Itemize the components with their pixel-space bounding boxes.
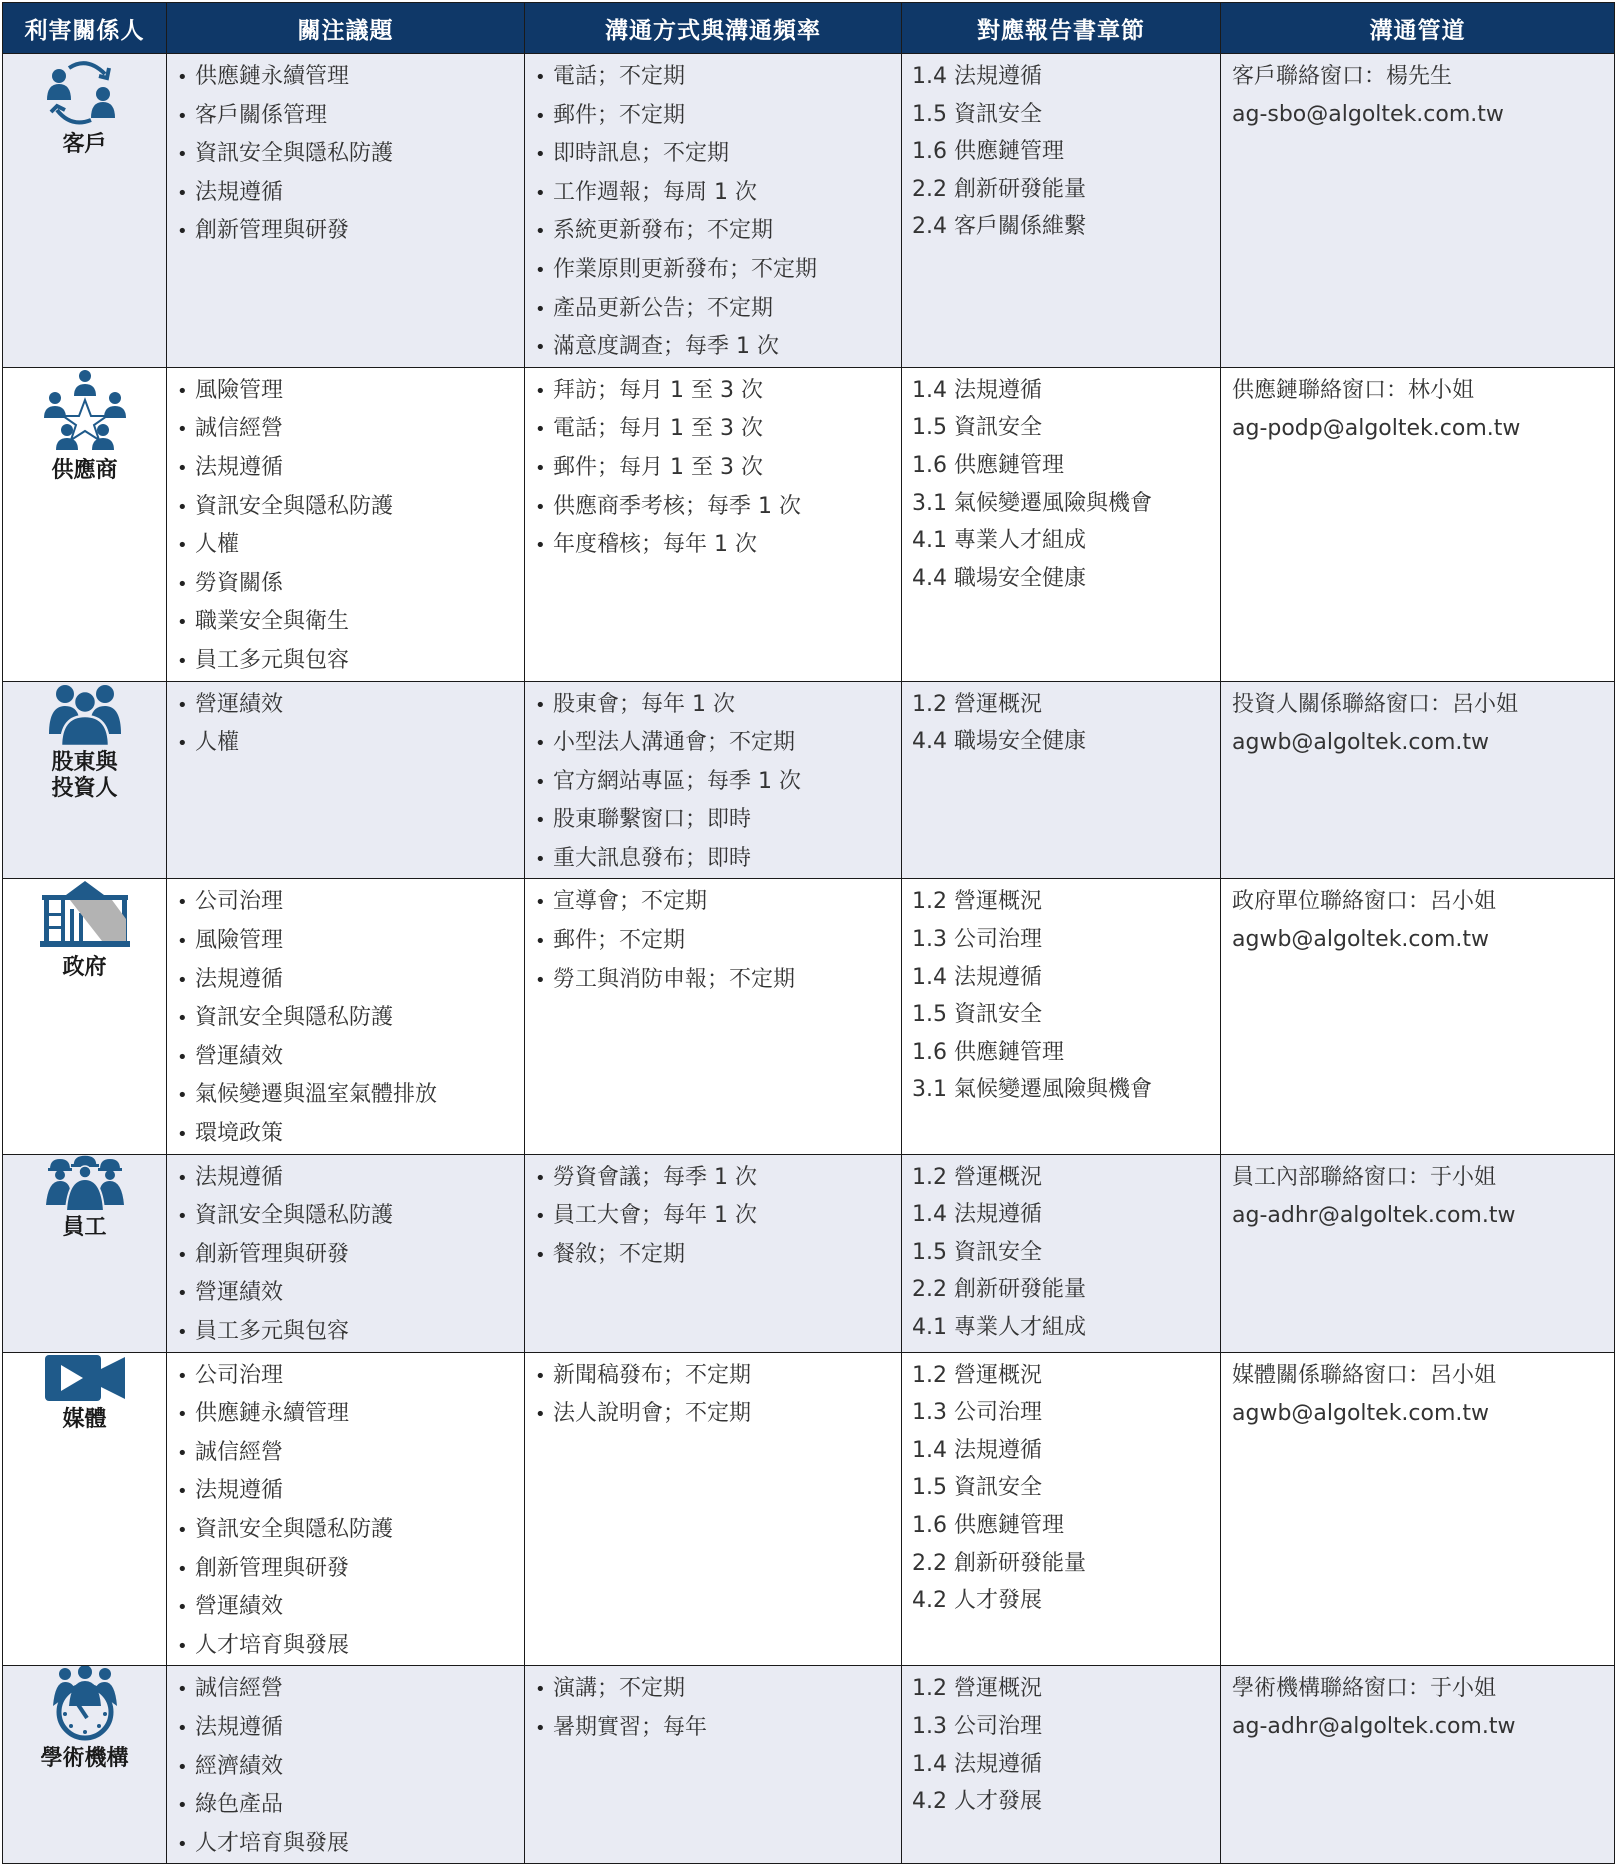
method-item: • 員工大會；每年 1 次 — [535, 1197, 901, 1236]
contact-email[interactable]: ag-adhr@algoltek.com.tw — [1232, 1714, 1516, 1740]
stakeholder-name: 員工 — [62, 1214, 107, 1240]
methods-cell — [525, 1352, 902, 1666]
topic-item: • 法規遵循 — [177, 961, 524, 1000]
chapters-cell — [902, 1154, 1221, 1352]
chapter-item: 3.1 氣候變遷風險與機會 — [912, 1077, 1152, 1103]
header-chapters: 對應報告書章節 — [902, 3, 1221, 54]
chapter-item: 1.2 營運概況 — [912, 691, 1042, 717]
header-row — [3, 3, 1615, 54]
method-item: • 電話；不定期 — [535, 58, 901, 97]
channel-cell — [1221, 1352, 1615, 1666]
topic-item: • 資訊安全與隱私防護 — [177, 135, 524, 174]
topic-item: • 人權 — [177, 724, 524, 763]
chapter-item: 1.3 公司治理 — [912, 1400, 1042, 1426]
methods-cell — [525, 1154, 902, 1352]
method-item: • 股東會；每年 1 次 — [535, 686, 901, 725]
topic-item: • 創新管理與研發 — [177, 1550, 524, 1589]
stakeholder-cell — [3, 54, 167, 368]
header-channels: 溝通管道 — [1221, 3, 1615, 54]
investor-group-icon — [47, 682, 123, 746]
table-row — [3, 1154, 1615, 1352]
method-item: • 股東聯繫窗口；即時 — [535, 801, 901, 840]
stakeholder-cell — [3, 1154, 167, 1352]
chapter-item: 1.4 法規遵循 — [912, 1437, 1042, 1463]
method-item: • 新聞稿發布；不定期 — [535, 1357, 901, 1396]
stakeholder-name: 政府 — [62, 955, 107, 981]
method-item: • 勞工與消防申報；不定期 — [535, 961, 901, 1000]
customer-exchange-icon — [45, 54, 125, 128]
contact-window: 媒體關係聯絡窗口：呂小姐 — [1232, 1362, 1497, 1388]
topic-item: • 法規遵循 — [177, 449, 524, 488]
chapter-item: 1.6 供應鏈管理 — [912, 139, 1064, 165]
contact-email[interactable]: ag-podp@algoltek.com.tw — [1232, 415, 1521, 441]
topics-cell — [167, 681, 525, 879]
stakeholder-communication-table — [2, 2, 1615, 1864]
method-item: • 拜訪；每月 1 至 3 次 — [535, 372, 901, 411]
method-item: • 勞資會議；每季 1 次 — [535, 1159, 901, 1198]
contact-window: 供應鏈聯絡窗口：林小姐 — [1232, 377, 1475, 403]
method-item: • 宣導會；不定期 — [535, 883, 901, 922]
stakeholder-name: 媒體 — [62, 1406, 107, 1432]
chapter-item: 1.4 法規遵循 — [912, 964, 1042, 990]
topic-item: • 誠信經營 — [177, 1670, 524, 1709]
chapter-item: 1.3 公司治理 — [912, 927, 1042, 953]
topic-item: • 客戶關係管理 — [177, 97, 524, 136]
chapter-item: 1.5 資訊安全 — [912, 415, 1042, 441]
topic-item: • 資訊安全與隱私防護 — [177, 1511, 524, 1550]
chapter-item: 1.5 資訊安全 — [912, 1002, 1042, 1028]
chapter-item: 4.2 人才發展 — [912, 1789, 1042, 1815]
topic-item: • 綠色產品 — [177, 1786, 524, 1825]
chapter-item: 1.6 供應鏈管理 — [912, 1512, 1064, 1538]
contact-email[interactable]: agwb@algoltek.com.tw — [1232, 729, 1490, 755]
method-item: • 小型法人溝通會；不定期 — [535, 724, 901, 763]
method-item: • 工作週報；每周 1 次 — [535, 174, 901, 213]
chapter-item: 2.2 創新研發能量 — [912, 1550, 1086, 1576]
method-item: • 暑期實習；每年 — [535, 1709, 901, 1748]
table-row — [3, 879, 1615, 1154]
chapters-cell — [902, 367, 1221, 681]
channel-cell — [1221, 681, 1615, 879]
chapters-cell — [902, 681, 1221, 879]
method-item: • 即時訊息；不定期 — [535, 135, 901, 174]
table-row — [3, 1352, 1615, 1666]
topic-item: • 資訊安全與隱私防護 — [177, 488, 524, 527]
contact-email[interactable]: agwb@algoltek.com.tw — [1232, 927, 1490, 953]
contact-window: 員工內部聯絡窗口：于小姐 — [1232, 1164, 1497, 1190]
topic-item: • 人才培育與發展 — [177, 1825, 524, 1864]
topic-item: • 風險管理 — [177, 372, 524, 411]
topic-item: • 資訊安全與隱私防護 — [177, 1197, 524, 1236]
chapter-item: 4.4 職場安全健康 — [912, 729, 1086, 755]
stakeholder-name: 客戶 — [62, 132, 107, 157]
channel-cell — [1221, 879, 1615, 1154]
header-topics: 關注議題 — [167, 3, 525, 54]
topic-item: • 創新管理與研發 — [177, 212, 524, 251]
chapter-item: 1.3 公司治理 — [912, 1713, 1042, 1739]
topic-item: • 法規遵循 — [177, 174, 524, 213]
academic-group-clock-icon — [49, 1666, 121, 1742]
chapter-item: 1.4 法規遵循 — [912, 377, 1042, 403]
topic-item: • 風險管理 — [177, 922, 524, 961]
method-item: • 產品更新公告；不定期 — [535, 290, 901, 329]
chapters-cell — [902, 54, 1221, 368]
method-item: • 重大訊息發布；即時 — [535, 840, 901, 879]
stakeholder-cell — [3, 681, 167, 879]
chapter-item: 2.4 客戶關係維繫 — [912, 214, 1086, 240]
chapter-item: 1.6 供應鏈管理 — [912, 452, 1064, 478]
topic-item: • 營運績效 — [177, 1038, 524, 1077]
chapter-item: 3.1 氣候變遷風險與機會 — [912, 490, 1152, 516]
contact-window: 客戶聯絡窗口：楊先生 — [1232, 64, 1453, 89]
method-item: • 法人說明會；不定期 — [535, 1395, 901, 1434]
topic-item: • 職業安全與衛生 — [177, 603, 524, 642]
stakeholder-cell — [3, 879, 167, 1154]
topic-item: • 公司治理 — [177, 1357, 524, 1396]
contact-email[interactable]: agwb@algoltek.com.tw — [1232, 1400, 1490, 1426]
topic-item: • 營運績效 — [177, 686, 524, 725]
stakeholder-cell — [3, 367, 167, 681]
topics-cell — [167, 1666, 525, 1864]
topic-item: • 供應鏈永續管理 — [177, 1395, 524, 1434]
chapter-item: 1.5 資訊安全 — [912, 1475, 1042, 1501]
topic-item: • 環境政策 — [177, 1115, 524, 1154]
channel-cell — [1221, 367, 1615, 681]
method-item: • 郵件；每月 1 至 3 次 — [535, 449, 901, 488]
chapter-item: 1.2 營運概況 — [912, 1362, 1042, 1388]
method-item: • 郵件；不定期 — [535, 97, 901, 136]
stakeholder-name-line-1: 股東與 — [51, 749, 118, 775]
chapter-item: 1.5 資訊安全 — [912, 101, 1042, 127]
method-item: • 演講；不定期 — [535, 1670, 901, 1709]
topic-item: • 員工多元與包容 — [177, 642, 524, 681]
stakeholder-name: 供應商 — [51, 457, 118, 483]
table-row — [3, 367, 1615, 681]
topic-item: • 誠信經營 — [177, 1434, 524, 1473]
topic-item: • 氣候變遷與溫室氣體排放 — [177, 1076, 524, 1115]
stakeholder-name: 學術機構 — [40, 1746, 129, 1772]
topic-item: • 公司治理 — [177, 883, 524, 922]
channel-cell — [1221, 1666, 1615, 1864]
method-item: • 供應商季考核；每季 1 次 — [535, 488, 901, 527]
chapter-item: 1.6 供應鏈管理 — [912, 1039, 1064, 1065]
topic-item: • 人權 — [177, 526, 524, 565]
method-item: • 官方網站專區；每季 1 次 — [535, 763, 901, 802]
method-item: • 作業原則更新發布；不定期 — [535, 251, 901, 290]
method-item: • 年度稽核；每年 1 次 — [535, 526, 901, 565]
header-methods: 溝通方式與溝通頻率 — [525, 3, 902, 54]
topic-item: • 營運績效 — [177, 1274, 524, 1313]
video-camera-icon — [43, 1353, 127, 1403]
contact-email[interactable]: ag-adhr@algoltek.com.tw — [1232, 1202, 1516, 1228]
chapter-item: 4.2 人才發展 — [912, 1588, 1042, 1614]
header-stakeholder: 利害關係人 — [3, 3, 167, 54]
chapter-item: 2.2 創新研發能量 — [912, 1277, 1086, 1303]
chapter-item: 1.2 營運概況 — [912, 889, 1042, 915]
chapter-item: 2.2 創新研發能量 — [912, 176, 1086, 202]
table-row — [3, 54, 1615, 368]
topics-cell — [167, 879, 525, 1154]
chapter-item: 4.1 專業人才組成 — [912, 1315, 1086, 1340]
supplier-network-icon — [43, 368, 127, 454]
table-row — [3, 681, 1615, 879]
chapter-item: 1.2 營運概況 — [912, 1676, 1042, 1702]
topic-item: • 營運績效 — [177, 1588, 524, 1627]
contact-window: 政府單位聯絡窗口：呂小姐 — [1232, 889, 1497, 915]
chapters-cell — [902, 1666, 1221, 1864]
stakeholder-cell — [3, 1666, 167, 1864]
chapter-item: 4.4 職場安全健康 — [912, 565, 1086, 591]
chapter-item: 1.4 法規遵循 — [912, 64, 1042, 89]
methods-cell — [525, 879, 902, 1154]
topic-item: • 資訊安全與隱私防護 — [177, 999, 524, 1038]
method-item: • 電話；每月 1 至 3 次 — [535, 410, 901, 449]
topic-item: • 法規遵循 — [177, 1159, 524, 1198]
topic-item: • 人才培育與發展 — [177, 1627, 524, 1666]
method-item: • 滿意度調查；每季 1 次 — [535, 328, 901, 367]
topics-cell — [167, 1352, 525, 1666]
stakeholder-cell — [3, 1352, 167, 1666]
topics-cell — [167, 367, 525, 681]
topic-item: • 法規遵循 — [177, 1709, 524, 1748]
methods-cell — [525, 681, 902, 879]
topic-item: • 經濟績效 — [177, 1748, 524, 1787]
topic-item: • 員工多元與包容 — [177, 1313, 524, 1352]
chapter-item: 4.1 專業人才組成 — [912, 528, 1086, 554]
channel-cell — [1221, 54, 1615, 368]
channel-cell — [1221, 1154, 1615, 1352]
method-item: • 餐敘；不定期 — [535, 1236, 901, 1275]
method-item: • 系統更新發布；不定期 — [535, 212, 901, 251]
topic-item: • 勞資關係 — [177, 565, 524, 604]
chapters-cell — [902, 879, 1221, 1154]
contact-window: 投資人關係聯絡窗口：呂小姐 — [1232, 691, 1519, 717]
table-row — [3, 1666, 1615, 1864]
topic-item: • 供應鏈永續管理 — [177, 58, 524, 97]
chapter-item: 1.4 法規遵循 — [912, 1202, 1042, 1228]
methods-cell — [525, 54, 902, 368]
contact-email[interactable]: ag-sbo@algoltek.com.tw — [1232, 102, 1504, 127]
contact-window: 學術機構聯絡窗口：于小姐 — [1232, 1676, 1497, 1702]
method-item: • 郵件；不定期 — [535, 922, 901, 961]
stakeholder-name-line-2: 投資人 — [51, 775, 118, 801]
methods-cell — [525, 367, 902, 681]
employee-hardhat-icon — [44, 1155, 126, 1211]
topic-item: • 創新管理與研發 — [177, 1236, 524, 1275]
topic-item: • 誠信經營 — [177, 410, 524, 449]
topics-cell — [167, 1154, 525, 1352]
methods-cell — [525, 1666, 902, 1864]
topics-cell — [167, 54, 525, 368]
chapters-cell — [902, 1352, 1221, 1666]
chapter-item: 1.5 資訊安全 — [912, 1239, 1042, 1265]
topic-item: • 法規遵循 — [177, 1472, 524, 1511]
government-building-icon — [38, 879, 132, 951]
chapter-item: 1.2 營運概況 — [912, 1164, 1042, 1190]
chapter-item: 1.4 法規遵循 — [912, 1751, 1042, 1777]
